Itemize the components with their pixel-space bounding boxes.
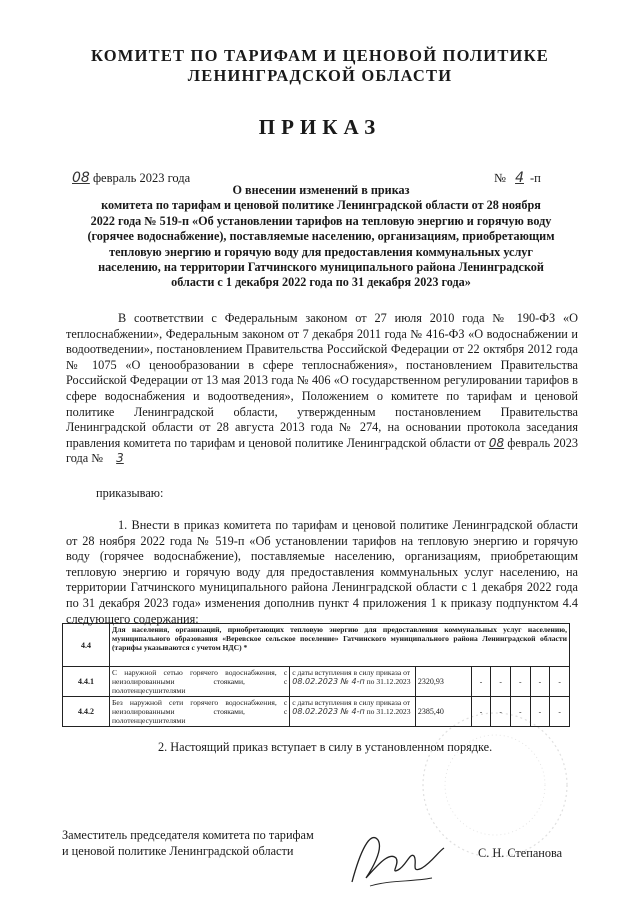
table-header-row [63, 624, 570, 667]
org-name-line2: ЛЕНИНГРАДСКОЙ ОБЛАСТИ [187, 66, 453, 85]
org-name-line1: КОМИТЕТ ПО ТАРИФАМ И ЦЕНОВОЙ ПОЛИТИКЕ [91, 46, 549, 65]
table-cell-empty: - [530, 697, 550, 727]
table-cell-empty: - [530, 667, 550, 697]
order-title: О внесении изменений в приказ комитета по тарифам и ценовой политике Ленинградской области от 28 ноября 2022 года № 519-п «Об установлении тарифов на тепловую энергию и горячую воду (горячее водоснабжение), поставляемые населению, организациям, приобретающим тепловую энергию и горячую воду для предоставления коммунальных услуг населению, на территории Гатчинского муниципального района Ленинградской области с 1 декабря 2022 года по 31 декабря 2023 года» [87, 183, 555, 290]
table-cell-period: с даты вступления в силу приказа от 08.02.2023 № 4-п по 31.12.2023 [290, 667, 416, 697]
table-cell-tariff: 2385,40 [415, 697, 471, 727]
table-cell-header-text: Для населения, организаций, приобретающих тепловую энергию для предоставления коммунальных услуг населению, муниципального образования «Веревское сельское поселение» Гатчинского муниципального района Ленинградской области (тарифы указываются с учетом НДС) * [109, 624, 569, 667]
table-cell-empty: - [471, 697, 491, 727]
table-cell-empty: - [510, 697, 530, 727]
effective-date-paragraph: 2. Настоящий приказ вступает в силу в установленном порядке. [158, 740, 493, 754]
table-cell-code: 4.4.1 [63, 667, 110, 697]
preamble-paragraph: В соответствии с Федеральным законом от 27 июля 2010 года № 190-ФЗ «О теплоснабжении», Федеральным законом от 7 декабря 2011 года № 416-ФЗ «О водоснабжении и водоотведении», постановлением Правительства Российской Федерации от 22 октября 2012 года № 1075 «О ценообразовании в сфере теплоснабжения», постановлением Правительства Российской Федерации от 13 мая 2013 года № 406 «О государственном регулировании тарифов в сфере водоснабжения и водоотведения», Положением о комитете по тарифам и ценовой политике Ленинградской области, утвержденным постановлением Правительства Ленинградской области от 28 августа 2013 года № 274, на основании протокола заседания правления комитета по тарифам и ценовой политике Ленинградской области от 08 февраль 2023 года № 3 [66, 311, 579, 466]
table-cell-tariff: 2320,93 [415, 667, 471, 697]
table-cell-code: 4.4 [63, 624, 110, 667]
document-type-title: ПРИКАЗ [258, 115, 382, 139]
table-cell-empty: - [550, 667, 570, 697]
table-cell-empty: - [471, 667, 491, 697]
table-cell-empty: - [550, 697, 570, 727]
table-cell-empty: - [510, 667, 530, 697]
table-cell-description: Без наружной сети горячего водоснабжения, с неизолированными стояками, с полотенцесушителями [109, 697, 289, 727]
table-cell-empty: - [491, 667, 511, 697]
signatory-name: С. Н. Степанова [478, 846, 563, 860]
signature-mark [340, 822, 450, 892]
handwritten-protocol-number: 3 [116, 451, 124, 466]
amendment-paragraph: 1. Внести в приказ комитета по тарифам и ценовой политике Ленинградской области от 28 ноября 2022 года № 519-п «Об установлении тарифов на тепловую энергию и горячую воду (горячее водоснабжение), поставляемые населению, организациям, приобретающим тепловую энергию и горячую воду для предоставления коммунальных услуг населению, на территории Гатчинского муниципального района Ленинградской области с 1 декабря 2022 года по 31 декабря 2023 года» изменения дополнив пункт 4 приложения 1 к приказу подпунктом 4.4 следующего содержания: [66, 518, 578, 626]
table-cell-period: с даты вступления в силу приказа от 08.02.2023 № 4-п по 31.12.2023 [290, 697, 416, 727]
handwritten-day: 08 [488, 435, 505, 450]
table-cell-description: С наружной сетью горячего водоснабжения, с неизолированными стояками, с полотенцесушителями [109, 667, 289, 697]
table-cell-code: 4.4.2 [63, 697, 110, 727]
order-number: № 4 -п [494, 170, 541, 186]
signatory-position: Заместитель председателя комитета по тарифам и ценовой политике Ленинградской области [62, 828, 314, 858]
handwritten-day: 08 [72, 170, 90, 186]
prikazyvayu-label: приказываю: [96, 486, 164, 500]
org-header [60, 46, 580, 86]
handwritten-number: 4 [515, 170, 524, 186]
month-year: февраль 2023 года [92, 171, 191, 185]
table-cell-empty: - [491, 697, 511, 727]
